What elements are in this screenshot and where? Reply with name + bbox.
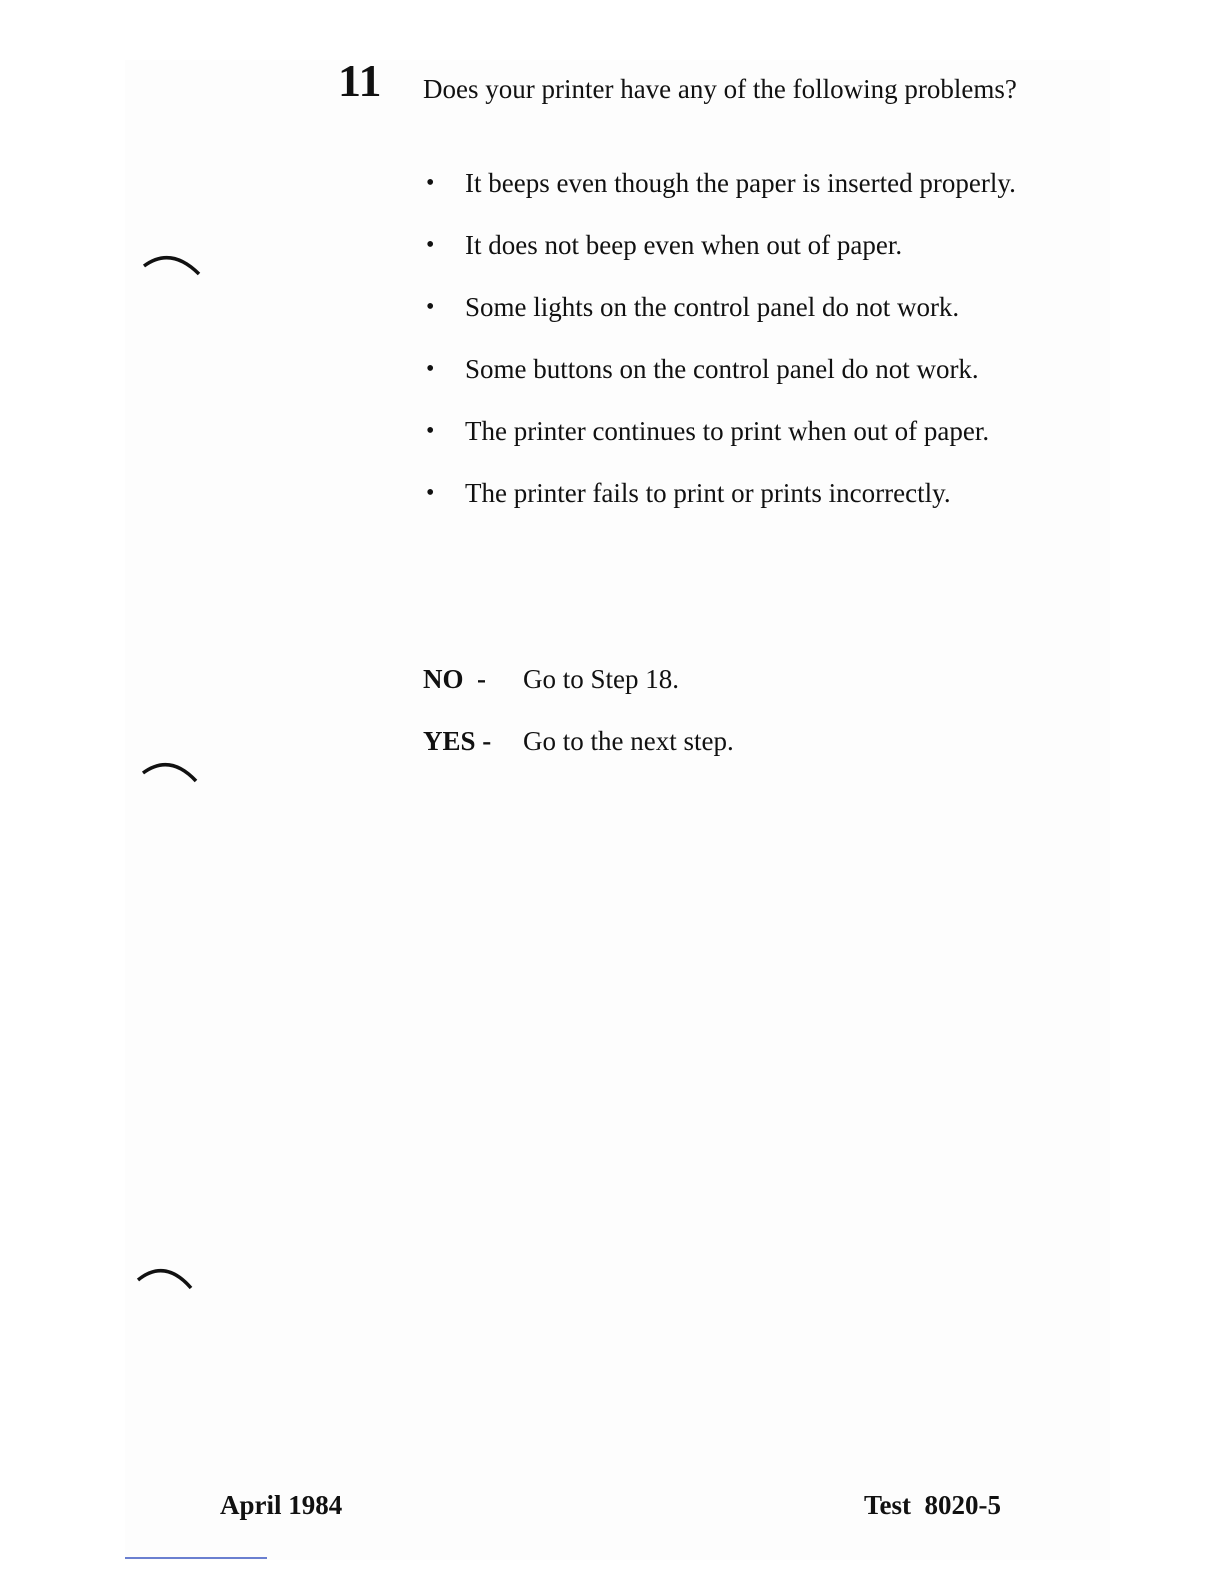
answer-yes-text: Go to the next step. (523, 726, 734, 756)
footer-date: April 1984 (220, 1490, 343, 1520)
bullet-dot-icon: • (426, 294, 435, 320)
binder-hole-arc-icon (141, 248, 203, 280)
answer-yes-key: YES - (423, 726, 492, 756)
bullet-dot-icon: • (426, 356, 435, 382)
step-question: Does your printer have any of the following problems? (423, 74, 1017, 104)
step-number: 11 (338, 55, 382, 106)
problem-text: It beeps even though the paper is inserted properly. (465, 168, 1016, 198)
list-item (423, 292, 1043, 323)
binder-hole-arc-icon (135, 1260, 197, 1292)
problem-text: Some lights on the control panel do not work. (465, 292, 960, 322)
answer-options (423, 664, 734, 788)
problem-text: The printer continues to print when out of paper. (465, 416, 990, 446)
list-item (423, 354, 1043, 385)
binder-hole-arc-icon (140, 755, 202, 787)
list-item (423, 416, 1043, 447)
bullet-dot-icon: • (426, 170, 435, 196)
problem-list (423, 168, 1043, 540)
problem-text: Some buttons on the control panel do not work. (465, 354, 979, 384)
problem-text: The printer fails to print or prints incorrectly. (465, 478, 951, 508)
answer-no-text: Go to Step 18. (523, 664, 680, 694)
bullet-dot-icon: • (426, 418, 435, 444)
bullet-dot-icon: • (426, 232, 435, 258)
page-edge-divider (125, 1557, 267, 1559)
answer-no-key: NO - (423, 664, 486, 694)
footer-test-id: Test 8020-5 (864, 1490, 1002, 1520)
bullet-dot-icon: • (426, 480, 435, 506)
answer-no (423, 664, 734, 695)
problem-text: It does not beep even when out of paper. (465, 230, 903, 260)
list-item (423, 478, 1043, 509)
answer-yes (423, 726, 734, 757)
list-item (423, 230, 1043, 261)
list-item (423, 168, 1043, 199)
